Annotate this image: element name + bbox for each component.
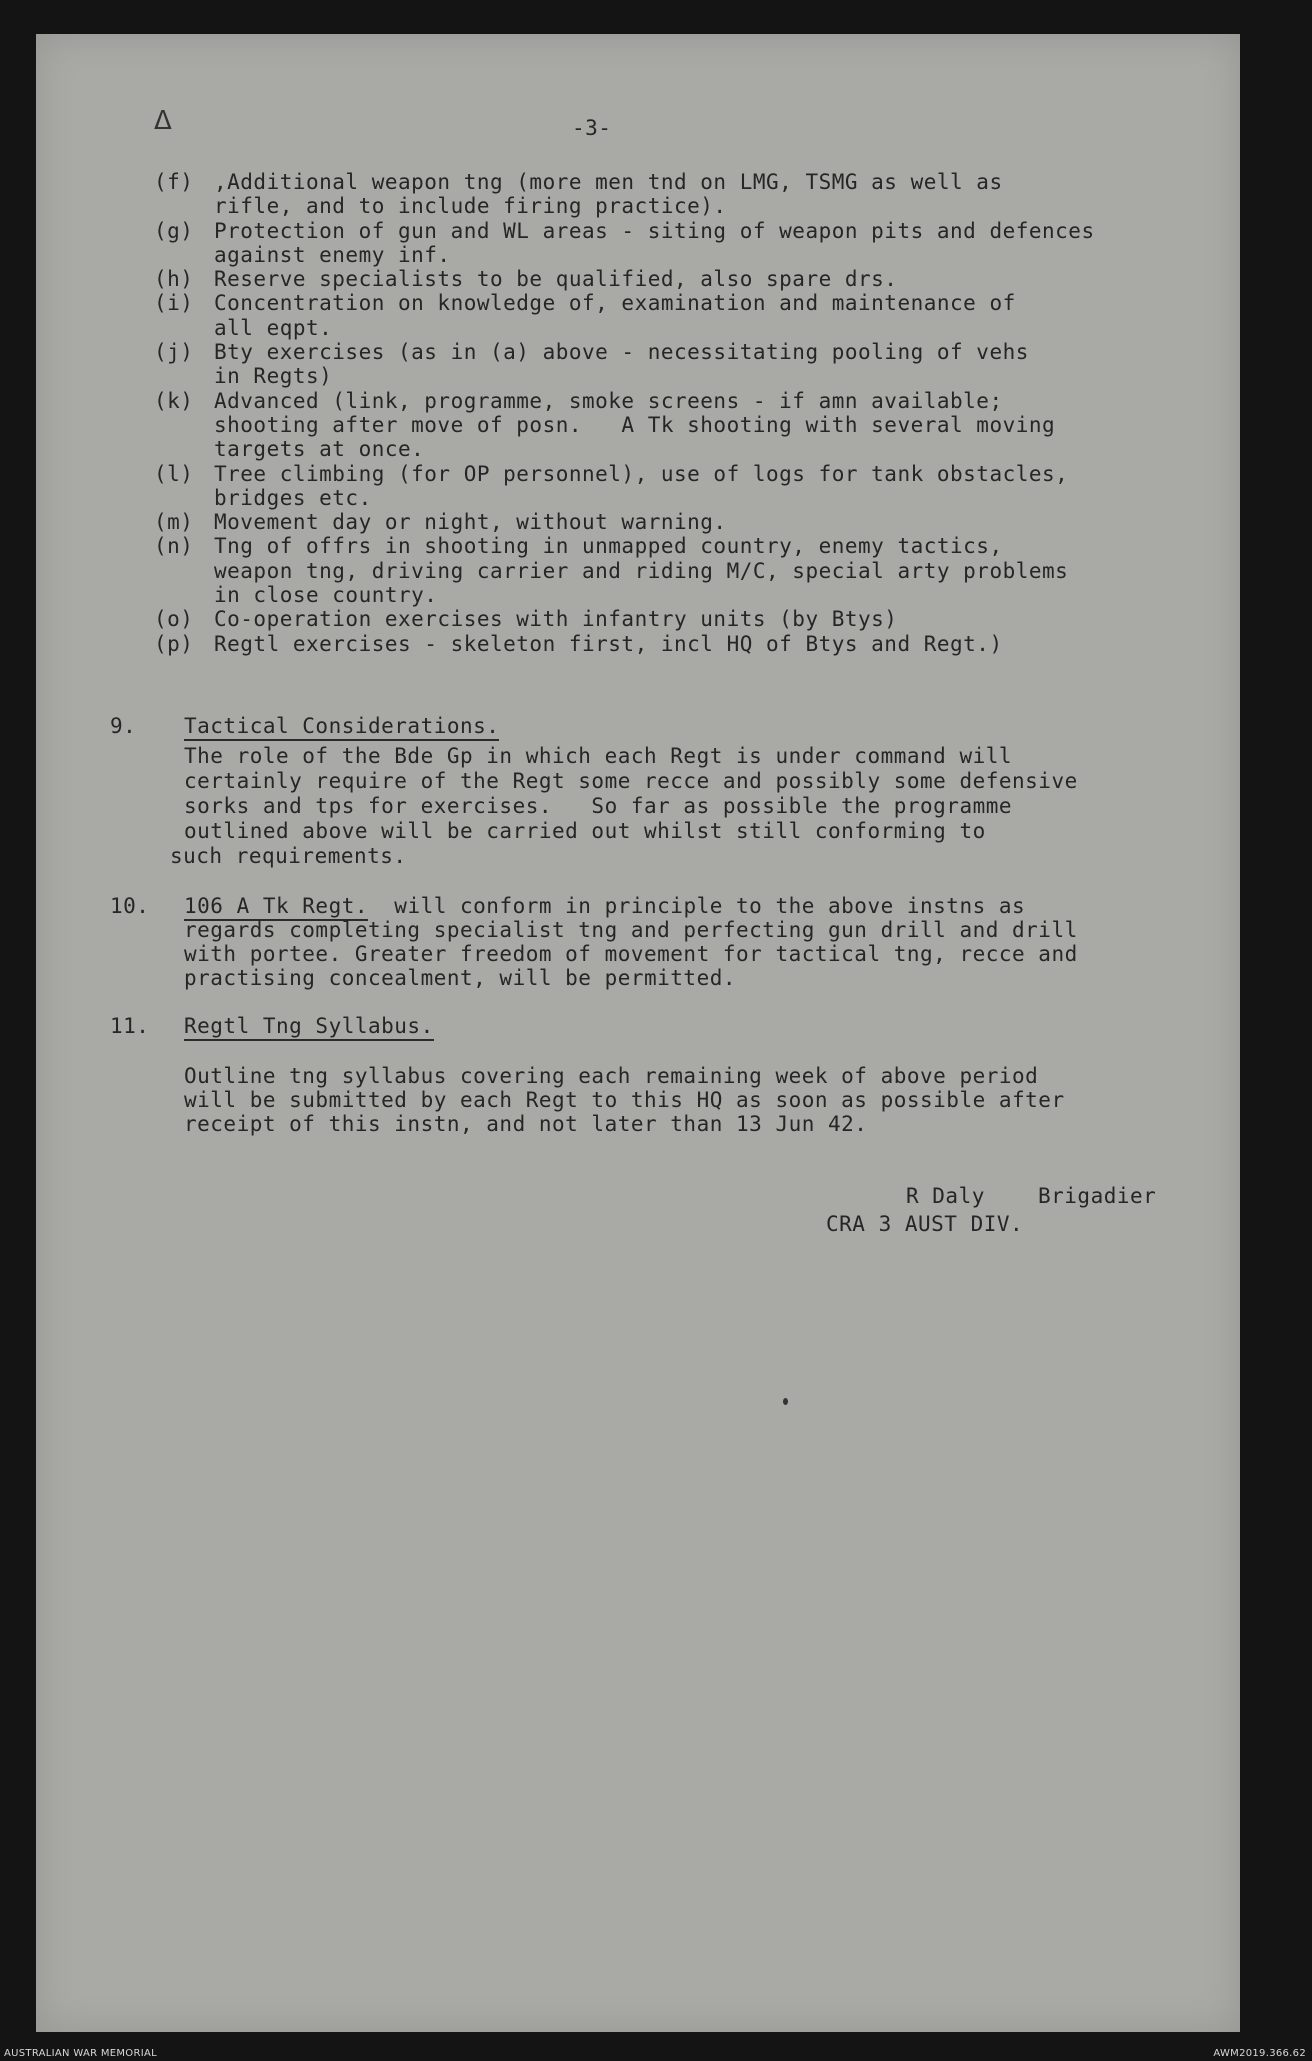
list-item-line: weapon tng, driving carrier and riding M/C, special arty problems — [214, 558, 1069, 583]
list-item-line: Regtl exercises - skeleton first, incl HQ of Btys and Regt.) — [214, 631, 1003, 656]
list-item-line: all eqpt. — [214, 315, 333, 340]
list-item-text — [214, 607, 1214, 631]
list-item-line: in close country. — [214, 583, 438, 608]
section-number: 10. — [110, 894, 150, 918]
list-item — [154, 219, 1214, 268]
list-item — [154, 340, 1214, 389]
list-item — [154, 534, 1214, 607]
list-item-text — [214, 510, 1214, 534]
list-item-line: Bty exercises (as in (a) above - necessitating pooling of vehs — [214, 340, 1029, 365]
section-heading: Tactical Considerations. — [184, 714, 499, 741]
section-text-line: certainly require of the Regt some recce and possibly some defensive — [184, 769, 1078, 793]
section-text-line: sorks and tps for exercises. So far as possible the programme — [184, 794, 1013, 818]
section-text-line: Outline tng syllabus covering each remaining week of above period — [184, 1064, 1039, 1088]
list-item-letter: (m) — [154, 510, 194, 535]
list-item-text — [214, 534, 1214, 607]
paper-speck — [783, 1398, 788, 1405]
list-item-line: Reserve specialists to be qualified, also spare drs. — [214, 267, 898, 292]
list-item-text — [214, 389, 1214, 462]
list-item-line: against enemy inf. — [214, 242, 451, 267]
list-item-line: Co-operation exercises with infantry units (by Btys) — [214, 607, 898, 632]
handwritten-mark: ᐃ — [154, 106, 173, 136]
list-item — [154, 291, 1214, 340]
list-item — [154, 510, 1214, 534]
list-item-line: rifle, and to include firing practice). — [214, 194, 727, 219]
list-item-line: ,Additional weapon tng (more men tnd on LMG, TSMG as well as — [214, 170, 1003, 194]
section-text-line: such requirements. — [170, 844, 407, 868]
list-item-text — [214, 340, 1214, 389]
list-item — [154, 607, 1214, 631]
list-item-letter: (h) — [154, 267, 194, 292]
signature-name: R Daly — [906, 1184, 985, 1208]
list-item-text — [214, 219, 1214, 268]
section-first-line — [184, 894, 1025, 918]
list-item-line: in Regts) — [214, 364, 333, 389]
list-item-letter: (j) — [154, 340, 194, 365]
list-item-line: Movement day or night, without warning. — [214, 510, 727, 535]
list-item-line: Concentration on knowledge of, examination and maintenance of — [214, 291, 1016, 316]
list-item — [154, 170, 1214, 219]
list-item-letter: (k) — [154, 388, 194, 413]
footer-accession-number: AWM2019.366.62 — [1213, 2048, 1306, 2059]
list-item — [154, 462, 1214, 511]
list-item-line: bridges etc. — [214, 485, 372, 510]
section-text-line: practising concealment, will be permitted. — [184, 966, 737, 990]
list-item-letter: (l) — [154, 461, 194, 486]
list-item-line: Advanced (link, programme, smoke screens - if amn available; — [214, 388, 1003, 413]
list-item-line: Tng of offrs in shooting in unmapped country, enemy tactics, — [214, 534, 1003, 559]
section-text-line: outlined above will be carried out whilst still conforming to — [184, 819, 986, 843]
footer-institution: AUSTRALIAN WAR MEMORIAL — [4, 2048, 157, 2059]
list-item-letter: (g) — [154, 218, 194, 243]
page-number: -3- — [572, 116, 612, 140]
training-subitems — [154, 170, 1214, 656]
list-item-text — [214, 170, 1214, 219]
section-text-line: The role of the Bde Gp in which each Regt is under command will — [184, 744, 1013, 768]
section-text-line: will be submitted by each Regt to this HQ as soon as possible after — [184, 1088, 1065, 1112]
section-heading: 106 A Tk Regt. — [184, 894, 368, 921]
list-item-text — [214, 267, 1214, 291]
list-item-text — [214, 462, 1214, 511]
list-item-text — [214, 632, 1214, 656]
signature-title: CRA 3 AUST DIV. — [826, 1212, 1024, 1236]
signature-rank: Brigadier — [1038, 1184, 1157, 1208]
list-item — [154, 389, 1214, 462]
section-heading: Regtl Tng Syllabus. — [184, 1014, 434, 1041]
section-text-line: will conform in principle to the above instns as — [368, 894, 1026, 918]
list-item-line: targets at once. — [214, 437, 425, 462]
section-number: 11. — [110, 1014, 150, 1038]
section-text-line: regards completing specialist tng and perfecting gun drill and drill — [184, 918, 1078, 942]
list-item-letter: (p) — [154, 631, 194, 656]
list-item-line: Tree climbing (for OP personnel), use of logs for tank obstacles, — [214, 461, 1069, 486]
list-item — [154, 632, 1214, 656]
section-text-line: with portee. Greater freedom of movement for tactical tng, recce and — [184, 942, 1078, 966]
list-item-text — [214, 291, 1214, 340]
list-item — [154, 267, 1214, 291]
section-number: 9. — [110, 714, 137, 738]
document-page — [36, 34, 1240, 2032]
list-item-line: shooting after move of posn. A Tk shooting with several moving — [214, 412, 1056, 437]
list-item-letter: (f) — [154, 170, 194, 194]
section-text-line: receipt of this instn, and not later than 13 Jun 42. — [184, 1112, 868, 1136]
document-body — [36, 34, 1240, 2032]
list-item-letter: (n) — [154, 534, 194, 559]
list-item-line: Protection of gun and WL areas - siting of weapon pits and defences — [214, 218, 1095, 243]
list-item-letter: (o) — [154, 607, 194, 632]
list-item-letter: (i) — [154, 291, 194, 316]
